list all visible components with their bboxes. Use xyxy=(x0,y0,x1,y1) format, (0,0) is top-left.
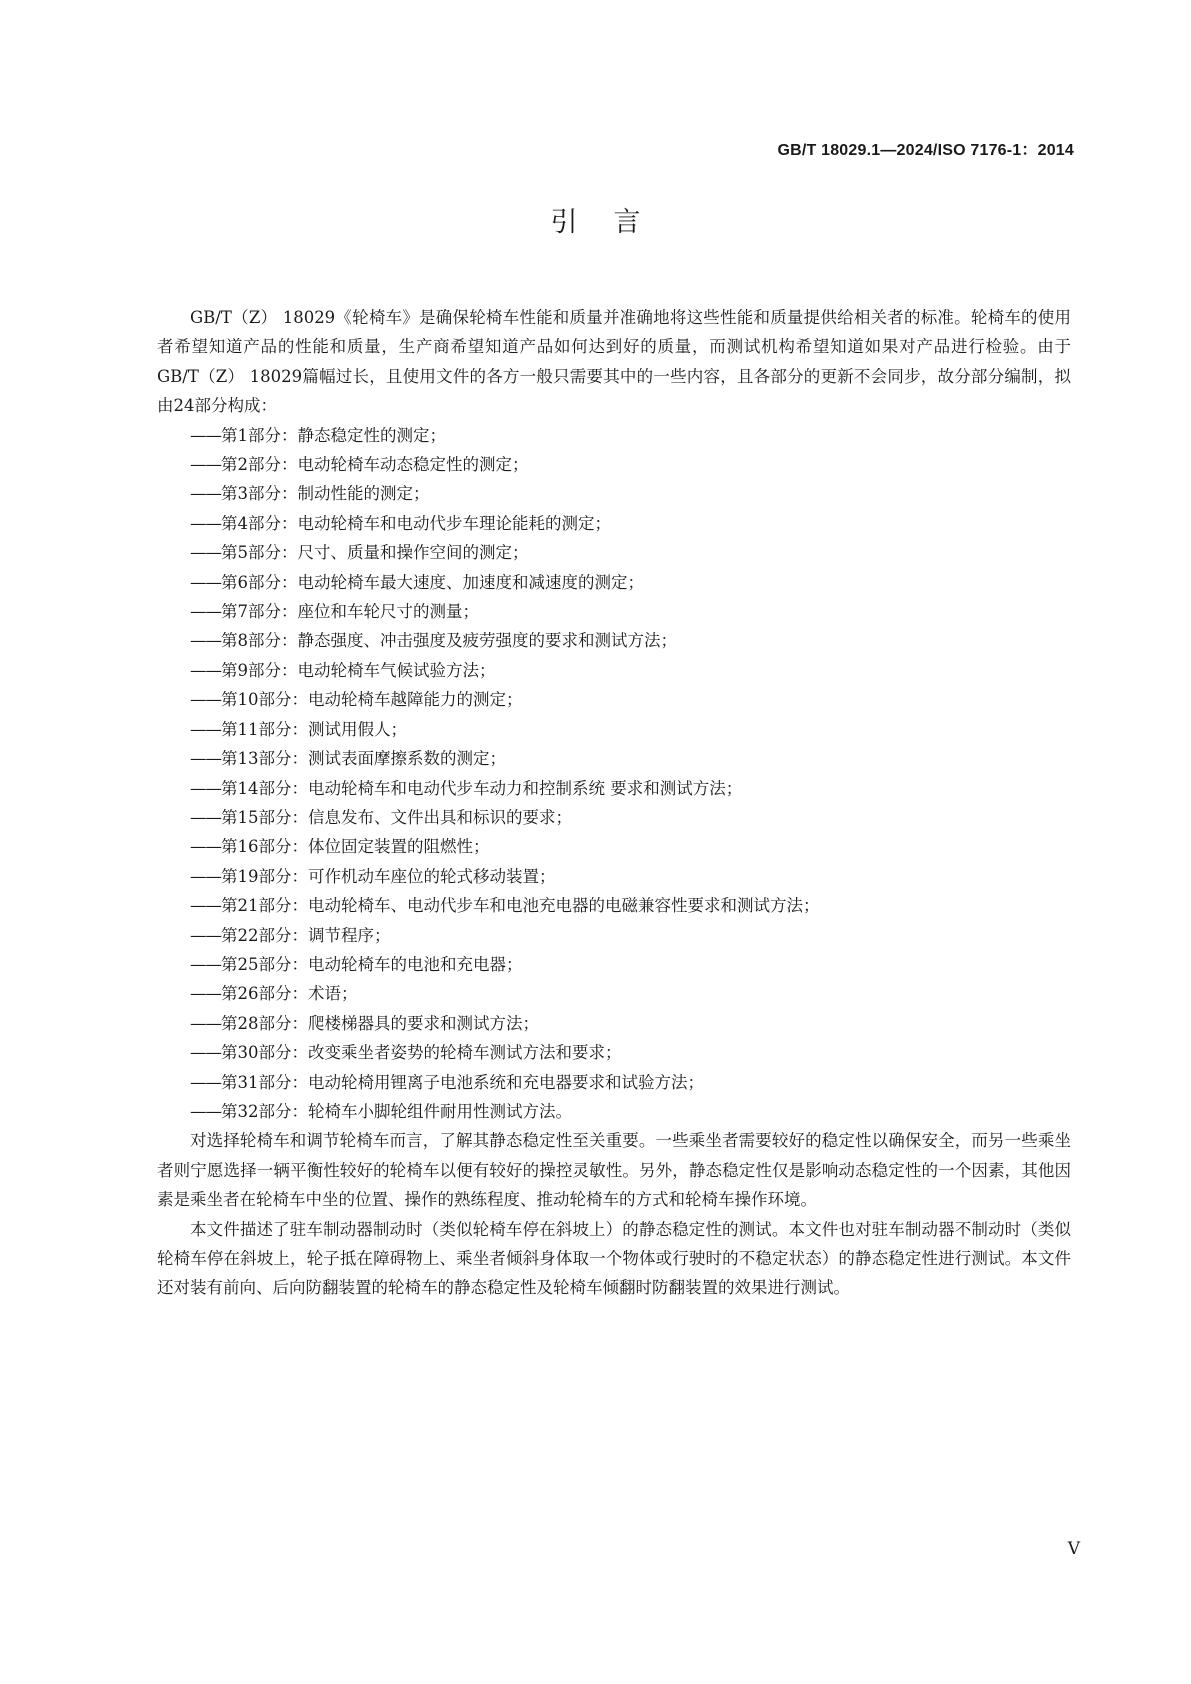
list-item-text: 第4部分：电动轮椅车和电动代步车理论能耗的测定； xyxy=(221,513,611,533)
list-item xyxy=(157,568,1071,597)
list-item-text: 第25部分：电动轮椅车的电池和充电器； xyxy=(221,954,523,974)
list-item-text: 第13部分：测试表面摩擦系数的测定； xyxy=(221,749,506,769)
list-item xyxy=(157,862,1071,891)
list-item-text: 第7部分：座位和车轮尺寸的测量； xyxy=(221,602,479,622)
list-dash: —— xyxy=(190,837,221,857)
list-dash: —— xyxy=(190,778,221,798)
list-item-text: 第8部分：静态强度、冲击强度及疲劳强度的要求和测试方法； xyxy=(221,631,677,651)
list-item-text: 第26部分：术语； xyxy=(221,984,358,1004)
list-item xyxy=(157,950,1071,979)
list-item-text: 第9部分：电动轮椅车气候试验方法； xyxy=(221,660,496,680)
list-item xyxy=(157,1038,1071,1067)
list-item-text: 第6部分：电动轮椅车最大速度、加速度和减速度的测定； xyxy=(221,572,644,592)
list-dash: —— xyxy=(190,1043,221,1063)
list-item-text: 第2部分：电动轮椅车动态稳定性的测定； xyxy=(221,455,529,475)
list-dash: —— xyxy=(190,455,221,475)
list-item-text: 第14部分：电动轮椅车和电动代步车动力和控制系统 要求和测试方法； xyxy=(221,778,743,798)
list-item-text: 第28部分：爬楼梯器具的要求和测试方法； xyxy=(221,1013,539,1033)
list-item xyxy=(157,774,1071,803)
list-item xyxy=(157,1009,1071,1038)
parts-list xyxy=(157,421,1071,1127)
list-item xyxy=(157,656,1071,685)
list-dash: —— xyxy=(190,631,221,651)
list-item xyxy=(157,979,1071,1008)
intro-paragraph: GB/T（Z） 18029《轮椅车》是确保轮椅车性能和质量并准确地将这些性能和质量提供给相关者的标准。轮椅车的使用者希望知道产品的性能和质量，生产商希望知道产品如何达到好的质量，而测试机构希望知道如果对产品进行检验。由于GB/T（Z） 18029篇幅过长，且使用文件的各方一般只需要其中的一些内容，且各部分的更新不会同步，故分部分编制，拟由24部分构成： xyxy=(157,308,1071,416)
list-item-text: 第21部分：电动轮椅车、电动代步车和电池充电器的电磁兼容性要求和测试方法； xyxy=(221,896,820,916)
list-item xyxy=(157,685,1071,714)
list-item xyxy=(157,1097,1071,1126)
list-dash: —— xyxy=(190,690,221,710)
list-item-text: 第19部分：可作机动车座位的轮式移动装置； xyxy=(221,866,556,886)
list-item-text: 第1部分：静态稳定性的测定； xyxy=(221,425,446,445)
list-item xyxy=(157,421,1071,450)
list-dash: —— xyxy=(190,543,221,563)
list-dash: —— xyxy=(190,866,221,886)
list-item xyxy=(157,626,1071,655)
list-dash: —— xyxy=(190,572,221,592)
list-item-text: 第31部分：电动轮椅用锂离子电池系统和充电器要求和试验方法； xyxy=(221,1072,704,1092)
page-number: V xyxy=(1067,1539,1080,1559)
list-dash: —— xyxy=(190,749,221,769)
list-dash: —— xyxy=(190,954,221,974)
paragraph-stability: 对选择轮椅车和调节轮椅车而言，了解其静态稳定性至关重要。一些乘坐者需要较好的稳定性以确保安全，而另一些乘坐者则宁愿选择一辆平衡性较好的轮椅车以便有较好的操控灵敏性。另外，静态稳定性仅是影响动态稳定性的一个因素，其他因素是乘坐者在轮椅车中坐的位置、操作的熟练程度、推动轮椅车的方式和轮椅车操作环境。 xyxy=(157,1131,1071,1210)
paragraph-scope: 本文件描述了驻车制动器制动时（类似轮椅车停在斜坡上）的静态稳定性的测试。本文件也对驻车制动器不制动时（类似轮椅车停在斜坡上，轮子抵在障碍物上、乘坐者倾斜身体取一个物体或行驶时的不稳定状态）的静态稳定性进行测试。本文件还对装有前向、后向防翻装置的轮椅车的静态稳定性及轮椅车倾翻时防翻装置的效果进行测试。 xyxy=(157,1219,1071,1298)
list-dash: —— xyxy=(190,896,221,916)
list-item xyxy=(157,832,1071,861)
list-item-text: 第5部分：尺寸、质量和操作空间的测定； xyxy=(221,543,529,563)
list-dash: —— xyxy=(190,484,221,504)
list-item-text: 第16部分：体位固定装置的阻燃性； xyxy=(221,837,490,857)
list-dash: —— xyxy=(190,984,221,1004)
list-item-text: 第10部分：电动轮椅车越障能力的测定； xyxy=(221,690,523,710)
list-dash: —— xyxy=(190,1013,221,1033)
list-item-text: 第30部分：改变乘坐者姿势的轮椅车测试方法和要求； xyxy=(221,1043,622,1063)
list-item xyxy=(157,921,1071,950)
list-item xyxy=(157,538,1071,567)
list-item-text: 第15部分：信息发布、文件出具和标识的要求； xyxy=(221,807,572,827)
list-item-text: 第3部分：制动性能的测定； xyxy=(221,484,430,504)
list-item xyxy=(157,744,1071,773)
list-dash: —— xyxy=(190,1101,221,1121)
list-dash: —— xyxy=(190,425,221,445)
list-dash: —— xyxy=(190,719,221,739)
list-dash: —— xyxy=(190,602,221,622)
list-item xyxy=(157,509,1071,538)
list-dash: —— xyxy=(190,1072,221,1092)
list-item-text: 第22部分：调节程序； xyxy=(221,925,391,945)
list-item xyxy=(157,597,1071,626)
list-item-text: 第32部分：轮椅车小脚轮组件耐用性测试方法。 xyxy=(221,1101,572,1121)
standard-code-header: GB/T 18029.1—2024/ISO 7176-1：2014 xyxy=(777,142,1074,159)
page-title: 引言 xyxy=(550,207,677,238)
list-item xyxy=(157,803,1071,832)
list-item-text: 第11部分：测试用假人； xyxy=(221,719,407,739)
list-dash: —— xyxy=(190,660,221,680)
list-dash: —— xyxy=(190,513,221,533)
list-item xyxy=(157,479,1071,508)
list-dash: —— xyxy=(190,925,221,945)
list-item xyxy=(157,715,1071,744)
list-dash: —— xyxy=(190,807,221,827)
list-item xyxy=(157,1068,1071,1097)
list-item xyxy=(157,450,1071,479)
document-body xyxy=(157,303,1071,1303)
list-item xyxy=(157,891,1071,920)
